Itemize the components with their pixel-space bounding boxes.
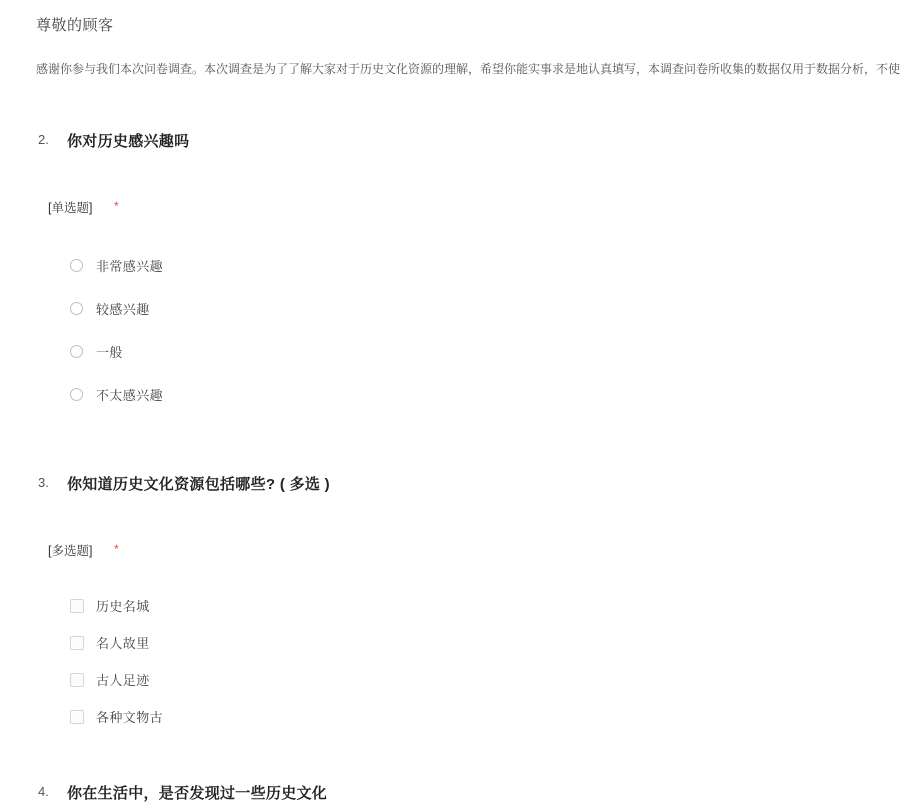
question-2-title: 你对历史感兴趣吗 <box>67 133 190 150</box>
question-2-options <box>0 244 900 416</box>
checkbox-option-label: 各种文物古 <box>96 710 164 725</box>
radio-button-icon[interactable] <box>70 302 83 315</box>
checkbox-option-label: 历史名城 <box>96 599 150 614</box>
question-2-required-asterisk: * <box>114 199 119 213</box>
question-2-number: 2. <box>38 132 49 147</box>
question-3-number: 3. <box>38 475 49 490</box>
question-block-4 <box>0 782 900 808</box>
radio-option-label: 非常感兴趣 <box>96 259 164 274</box>
checkbox-icon[interactable] <box>70 636 84 650</box>
radio-button-icon[interactable] <box>70 388 83 401</box>
radio-button-icon[interactable] <box>70 345 83 358</box>
checkbox-option-label: 古人足迹 <box>96 673 150 688</box>
question-block-3 <box>0 473 900 735</box>
question-block-2 <box>0 130 900 416</box>
checkbox-option-row[interactable] <box>0 661 900 698</box>
question-2-type-row <box>0 198 900 218</box>
question-3-required-asterisk: * <box>114 542 119 556</box>
checkbox-option-row[interactable] <box>0 624 900 661</box>
radio-option-label: 不太感兴趣 <box>96 388 164 403</box>
radio-option-row[interactable] <box>0 330 900 373</box>
radio-option-row[interactable] <box>0 244 900 287</box>
question-3-title: 你知道历史文化资源包括哪些? ( 多选 ) <box>67 476 330 493</box>
radio-option-row[interactable] <box>0 373 900 416</box>
checkbox-option-label: 名人故里 <box>96 636 150 651</box>
survey-greeting: 尊敬的顾客 <box>36 17 114 34</box>
question-4-header <box>0 782 900 808</box>
checkbox-icon[interactable] <box>70 710 84 724</box>
checkbox-option-row[interactable] <box>0 587 900 624</box>
question-3-type-row <box>0 541 900 561</box>
question-4-title: 你在生活中，是否发现过一些历史文化 <box>67 785 328 802</box>
checkbox-option-row[interactable] <box>0 698 900 735</box>
radio-option-label: 一般 <box>96 345 123 360</box>
question-3-header <box>0 473 900 499</box>
survey-intro-text: 感谢你参与我们本次问卷调查。本次调查是为了了解大家对于历史文化资源的理解，希望你能实事求是地认真填写，本调查问卷所收集的数据仅用于数据分析，不使 <box>36 62 900 76</box>
question-3-type-label: [多选题] <box>48 544 93 558</box>
question-2-type-label: [单选题] <box>48 201 93 215</box>
question-4-number: 4. <box>38 784 49 799</box>
checkbox-icon[interactable] <box>70 673 84 687</box>
question-3-options <box>0 587 900 735</box>
question-2-header <box>0 130 900 156</box>
checkbox-icon[interactable] <box>70 599 84 613</box>
radio-option-row[interactable] <box>0 287 900 330</box>
radio-option-label: 较感兴趣 <box>96 302 150 317</box>
radio-button-icon[interactable] <box>70 259 83 272</box>
